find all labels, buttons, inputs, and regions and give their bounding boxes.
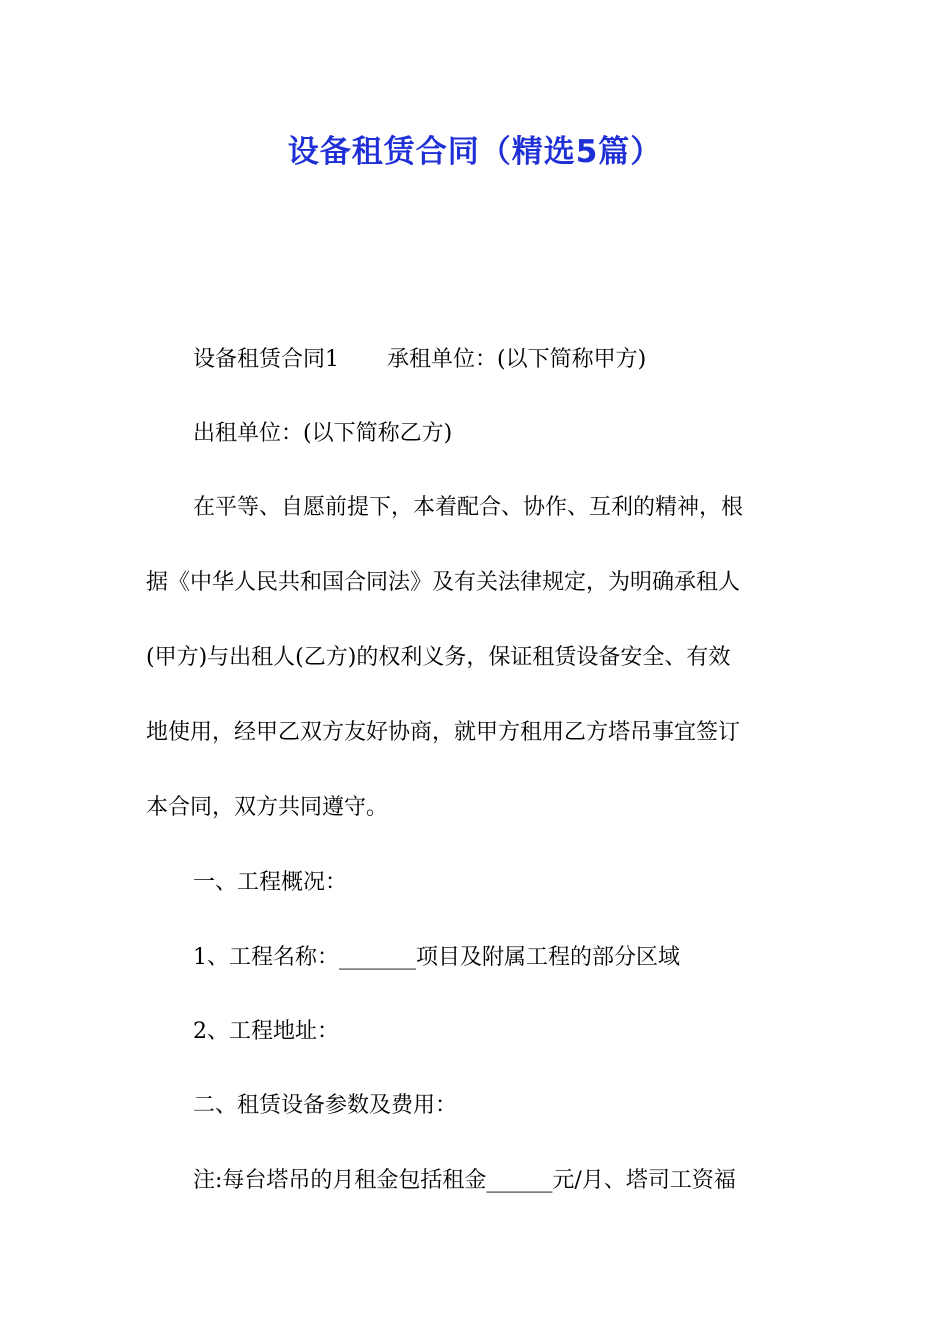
project-name-line: 1、工程名称：_______项目及附属工程的部分区域	[193, 945, 680, 970]
lessee-label: 承租单位：(以下简称甲方)	[387, 347, 647, 372]
paragraph-line-3: (甲方)与出租人(乙方)的权利义务，保证租赁设备安全、有效	[146, 645, 731, 670]
note-line: 注:每台塔吊的月租金包括租金______元/月、塔司工资福	[193, 1168, 736, 1193]
section-heading-2: 二、租赁设备参数及费用：	[193, 1093, 458, 1118]
paragraph-line-1: 在平等、自愿前提下，本着配合、协作、互利的精神，根	[193, 495, 744, 520]
lessor-label: 出租单位：(以下简称乙方)	[193, 421, 453, 446]
section-heading-1: 一、工程概况：	[193, 870, 348, 895]
document-title: 设备租赁合同（精选5篇）	[287, 134, 663, 170]
paragraph-line-2: 据《中华人民共和国合同法》及有关法律规定，为明确承租人	[146, 570, 741, 595]
paragraph-line-5: 本合同，双方共同遵守。	[146, 795, 389, 820]
project-address-line: 2、工程地址：	[193, 1019, 339, 1044]
contract-number: 设备租赁合同1	[193, 347, 339, 372]
contract-heading-line	[193, 342, 863, 378]
paragraph-line-4: 地使用，经甲乙双方友好协商，就甲方租用乙方塔吊事宜签订	[146, 720, 741, 745]
